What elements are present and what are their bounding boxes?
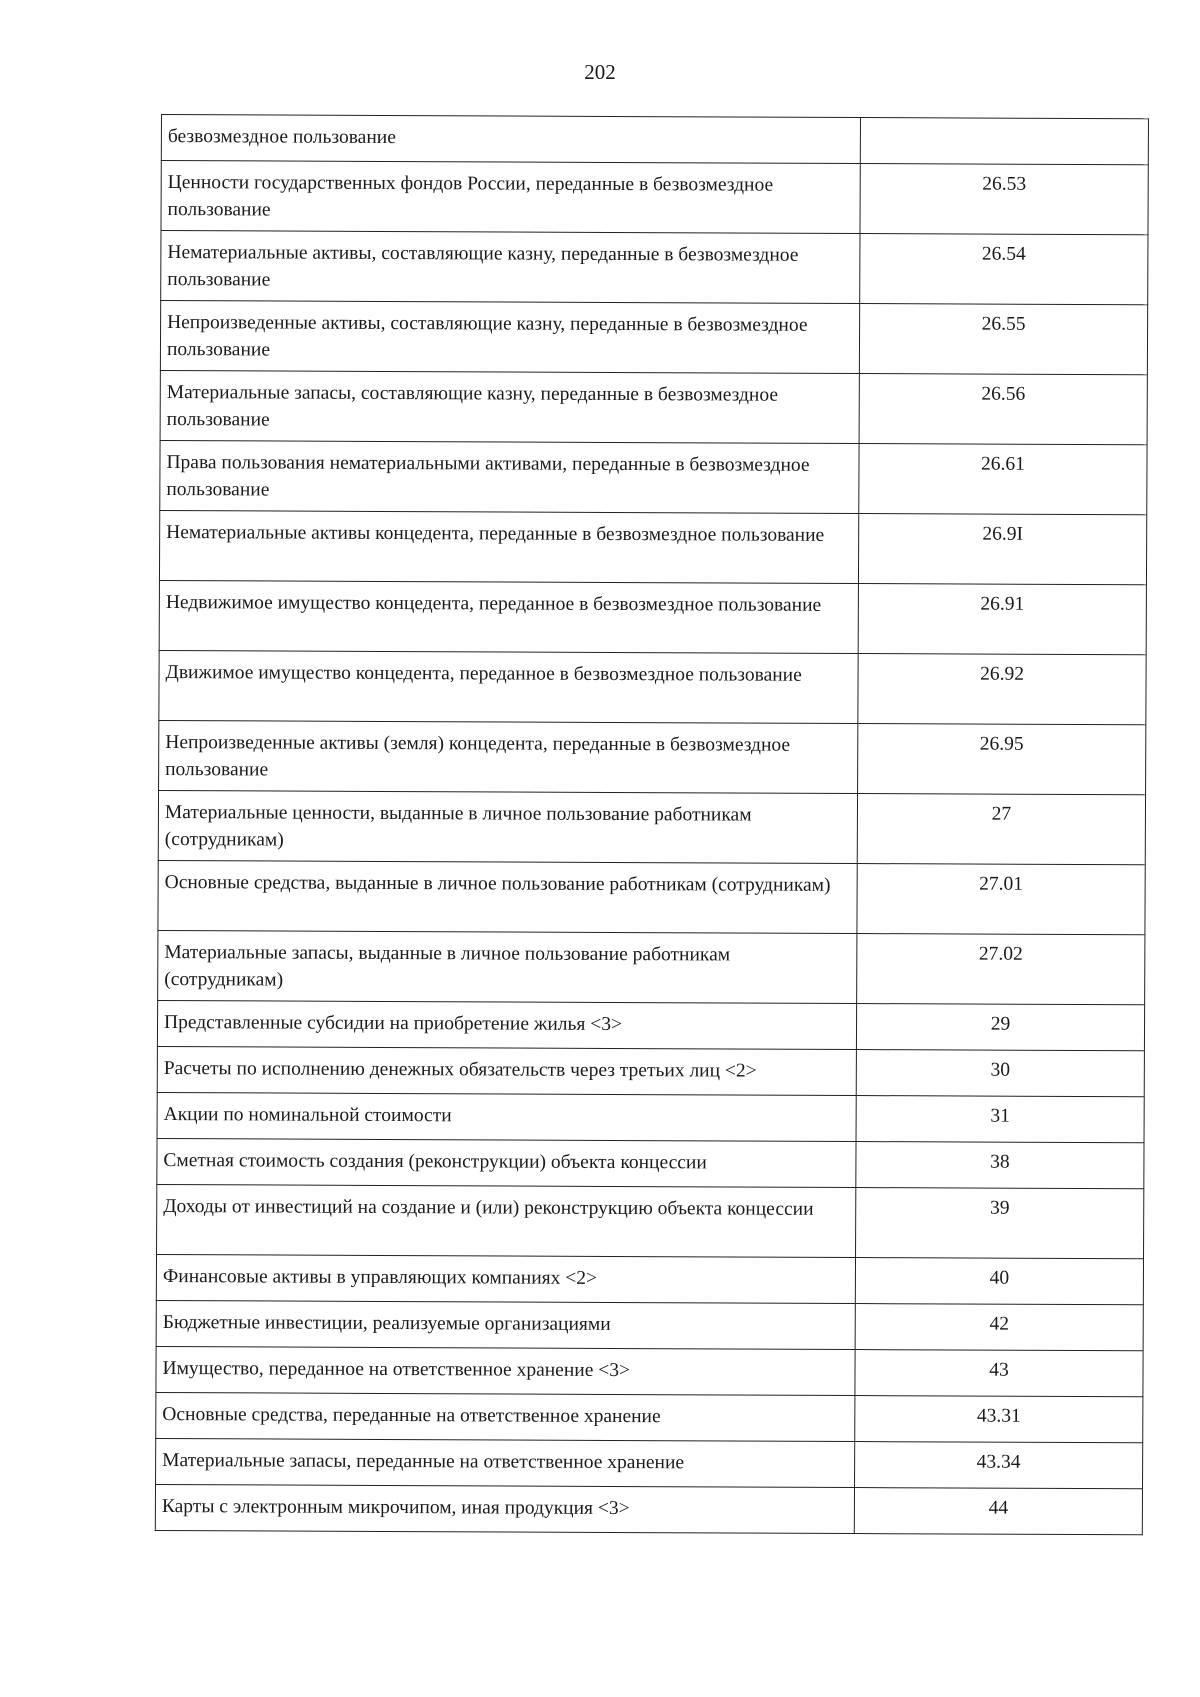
page-number: 202 [584, 60, 616, 84]
account-code-cell: 26.92 [858, 654, 1146, 725]
account-name-cell: Права пользования нематериальными активами, переданные в безвозмездное пользование [160, 440, 859, 513]
table-body [155, 115, 1148, 1535]
table-row [156, 1438, 1143, 1488]
account-name-cell: Доходы от инвестиций на создание и (или) реконструкцию объекта концессии [157, 1184, 856, 1257]
account-name-cell: Ценности государственных фондов России, переданные в безвозмездное пользование [161, 161, 860, 234]
table-row [161, 231, 1148, 305]
account-name-cell: Акции по номинальной стоимости [157, 1092, 856, 1141]
account-code-cell: 44 [854, 1488, 1142, 1535]
account-code-cell: 26.95 [858, 724, 1146, 795]
table-row [159, 650, 1146, 724]
account-code-cell: 29 [856, 1004, 1144, 1051]
table-row [157, 1138, 1144, 1188]
account-name-cell: Карты с электронным микрочипом, иная продукция <3> [155, 1484, 854, 1533]
account-code-cell: 42 [855, 1304, 1143, 1351]
account-code-cell: 40 [855, 1258, 1143, 1305]
table-row [160, 440, 1147, 514]
table-row [157, 1000, 1144, 1050]
account-code-cell: 26.61 [859, 444, 1147, 515]
accounts-table [155, 114, 1149, 1535]
account-code-cell: 27.01 [857, 864, 1145, 935]
account-name-cell: Представленные субсидии на приобретение жилья <3> [157, 1000, 856, 1049]
account-name-cell: Непроизведенные активы (земля) концедента, переданные в безвозмездное пользование [159, 720, 858, 793]
account-code-cell: 26.9I [858, 514, 1146, 585]
account-code-cell: 26.53 [860, 164, 1148, 235]
table-row [156, 1392, 1143, 1442]
account-code-cell: 26.91 [858, 584, 1146, 655]
account-name-cell: Недвижимое имущество концедента, переданное в безвозмездное пользование [159, 580, 858, 653]
account-code-cell: 30 [856, 1050, 1144, 1097]
account-name-cell: Материальные ценности, выданные в личное пользование работникам (сотрудникам) [158, 790, 857, 863]
account-name-cell: безвозмездное пользование [161, 115, 860, 164]
account-name-cell: Имущество, переданное на ответственное хранение <3> [156, 1346, 855, 1395]
account-code-cell: 38 [856, 1142, 1144, 1189]
table-row [156, 1254, 1143, 1304]
account-code-cell: 26.54 [860, 234, 1148, 305]
account-name-cell: Финансовые активы в управляющих компаниях <2> [156, 1254, 855, 1303]
account-code-cell: 43 [855, 1350, 1143, 1397]
account-code-cell: 27 [857, 794, 1145, 865]
account-name-cell: Непроизведенные активы, составляющие казну, переданные в безвозмездное пользование [160, 301, 859, 374]
account-name-cell: Бюджетные инвестиции, реализуемые организациями [156, 1300, 855, 1349]
table-row [161, 115, 1148, 165]
account-code-cell: 39 [856, 1188, 1144, 1259]
table-row [159, 510, 1146, 584]
table-row [158, 860, 1145, 934]
account-name-cell: Нематериальные активы, составляющие казну, переданные в безвозмездное пользование [161, 231, 860, 304]
table-row [158, 790, 1145, 864]
account-code-cell: 43.31 [855, 1396, 1143, 1443]
account-code-cell: 31 [856, 1096, 1144, 1143]
account-name-cell: Расчеты по исполнению денежных обязательств через третьих лиц <2> [157, 1046, 856, 1095]
account-name-cell: Движимое имущество концедента, переданное в безвозмездное пользование [159, 650, 858, 723]
account-name-cell: Нематериальные активы концедента, переданные в безвозмездное пользование [159, 510, 858, 583]
account-code-cell: 26.56 [859, 374, 1147, 445]
table-row [159, 580, 1146, 654]
account-name-cell: Материальные запасы, переданные на ответственное хранение [156, 1438, 855, 1487]
account-code-cell: 43.34 [855, 1442, 1143, 1489]
table-row [158, 930, 1145, 1004]
account-name-cell: Сметная стоимость создания (реконструкции) объекта концессии [157, 1138, 856, 1187]
account-code-cell: 26.55 [859, 304, 1147, 375]
account-code-cell [860, 118, 1148, 165]
table-row [160, 301, 1147, 375]
account-name-cell: Основные средства, выданные в личное пользование работникам (сотрудникам) [158, 860, 857, 933]
table-row [157, 1092, 1144, 1142]
table-row [159, 720, 1146, 794]
account-name-cell: Материальные запасы, выданные в личное пользование работникам (сотрудникам) [158, 930, 857, 1003]
table-row [155, 1484, 1142, 1534]
account-code-cell: 27.02 [857, 934, 1145, 1005]
table-row [157, 1046, 1144, 1096]
table-row [156, 1346, 1143, 1396]
table-row [160, 370, 1147, 444]
account-name-cell: Материальные запасы, составляющие казну, переданные в безвозмездное пользование [160, 370, 859, 443]
table-row [156, 1300, 1143, 1350]
account-name-cell: Основные средства, переданные на ответственное хранение [156, 1392, 855, 1441]
table-row [161, 161, 1148, 235]
table-row [157, 1184, 1144, 1258]
